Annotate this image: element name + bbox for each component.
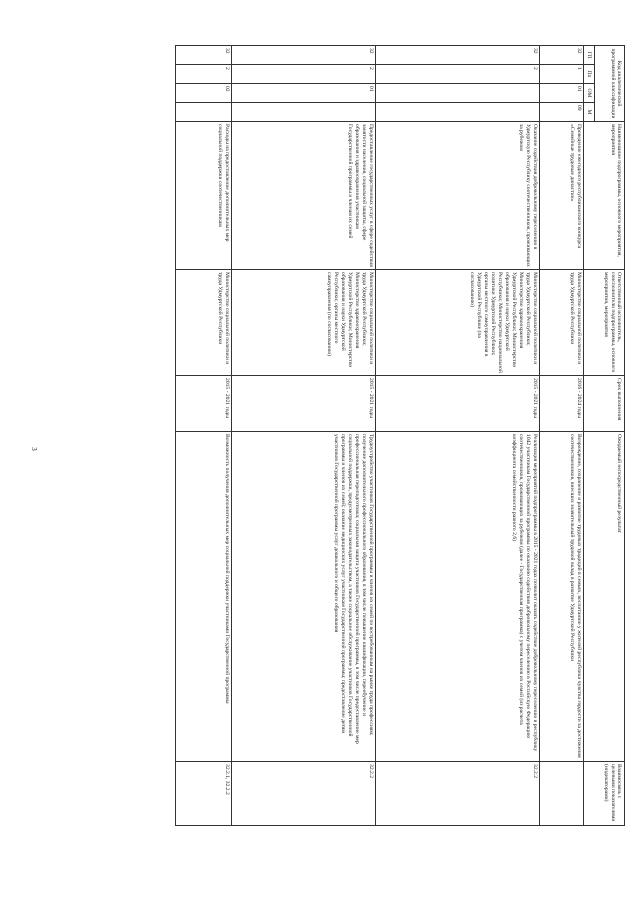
header-om: ОМ [584, 84, 595, 103]
cell-om [376, 84, 540, 103]
cell-name: Расходы на предоставление дополнительных мер социальной поддержки соотечественникам [176, 122, 232, 270]
cell-relation: 32.2.2 [376, 762, 540, 826]
table-row [540, 46, 584, 826]
cell-name: Предоставление государственных услуг в сфере содействия занятости населения, социальной защиты, сфере образования и здравоохранения участникам Государственной программы и членам их семей [232, 122, 376, 270]
cell-pp: 2 [176, 65, 232, 84]
header-pp: Пп [584, 65, 595, 84]
cell-executor: Министерство социальной политики и труда Удмуртской Республики [176, 270, 232, 376]
cell-term: 2016 - 2024 годы [540, 376, 584, 432]
cell-pp: 1 [540, 65, 584, 84]
cell-m [232, 103, 376, 122]
cell-result: Возрождение, сохранение и развитие трудовых традиций в семьях, воспитанию у жителей республики чувства гордости за достижения соотечественников, внесших значительный трудовой вклад в развитие Удмуртской Республики [540, 432, 584, 762]
cell-term: 2015 - 2021 годы [376, 376, 540, 432]
cell-om: 01 [232, 84, 376, 103]
header-name: Наименование подпрограммы, основного мероприятия, мероприятия [584, 122, 625, 270]
cell-gp: 32 [540, 46, 584, 65]
header-term: Срок выполнения [584, 376, 625, 432]
rotated-table-container [60, 45, 625, 825]
cell-name: Проведение ежегодного республиканского конкурса «Семейные трудовые династии» [540, 122, 584, 270]
cell-gp: 32 [232, 46, 376, 65]
cell-term: 2015 - 2021 годы [176, 376, 232, 432]
cell-m [376, 103, 540, 122]
cell-relation [540, 762, 584, 826]
table-row [232, 46, 376, 826]
cell-m: 09 [540, 103, 584, 122]
cell-om: 02 [176, 84, 232, 103]
cell-result: Возможность получения дополнительных мер социальной поддержки участниками Государственной программы [176, 432, 232, 762]
cell-pp: 2 [232, 65, 376, 84]
cell-executor: Министерство социальной политики и труда Удмуртской Республики [540, 270, 584, 376]
header-gp: ГП [584, 46, 595, 65]
cell-result: Трудоустройство участников Государственной программы и членов их семей по востребованным на рынке труда профессиям; получение дополнительного профессионального образования, в том числе повышение квалификации, переобучение и профессиональная переподготовка; социальная защита участников Государственной программы, в том числе предоставление мер социальной поддержки, предусмотренных законодательством, а также социальное обслуживание участников Государственной программы и членов их семей; оказание медицинских услуг участникам Государственной программы; предоставление детям участников Государственной программы услуг дошкольного и общего образования [232, 432, 376, 762]
cell-om: 01 [540, 84, 584, 103]
cell-gp: 32 [176, 46, 232, 65]
program-table [175, 45, 625, 826]
header-relation: Взаимосвязь с целевыми показателями (индикаторами) [584, 762, 625, 826]
header-m: М [584, 103, 595, 122]
cell-relation: 32.2.1, 32.2.2 [176, 762, 232, 826]
header-executor: Ответственный исполнитель, соисполнители подпрограммы, основного мероприятия, мероприятия [584, 270, 625, 376]
cell-relation: 32.2.2 [232, 762, 376, 826]
header-code-group: Код аналитической программной классификации [595, 46, 625, 122]
cell-name: Оказание содействия добровольному переселению в Удмуртскую Республику соотечественников, проживающих за рубежом [376, 122, 540, 270]
cell-executor: Министерство социальной политики и труда Удмуртской Республики; Министерство здравоохранения Удмуртской Республики; Министерство образования и науки Удмуртской Республики; органы местного самоуправления (по согласованию) [232, 270, 376, 376]
table-row [376, 46, 540, 826]
cell-m [176, 103, 232, 122]
cell-pp: 2 [376, 65, 540, 84]
cell-gp: 32 [376, 46, 540, 65]
header-result: Ожидаемый непосредственный результат [584, 432, 625, 762]
cell-result: Реализация мероприятий подпрограммы в 2015 - 2021 годах позволит оказать содействие добровольному переселению в республику 1042 участникам Государственной программы по оказанию содействия добровольному переселению в Российскую Федерацию соотечественников, проживающих за рубежом (далее - Государственная программа) с учетом членов их семей (из расчета коэффициента семейственности равного 2,6) [376, 432, 540, 762]
table-row [176, 46, 232, 826]
cell-executor: Министерство социальной политики и труда Удмуртской Республики; Министерство здравоохранения Удмуртской Республики; Министерство образования и науки Удмуртской Республики; Министерство национальной политики Удмуртской Республики; органы местного самоуправления в Удмуртской Республике (по согласованию) [376, 270, 540, 376]
page-number: 3 [29, 447, 38, 451]
cell-term: 2015 - 2021 годы [232, 376, 376, 432]
